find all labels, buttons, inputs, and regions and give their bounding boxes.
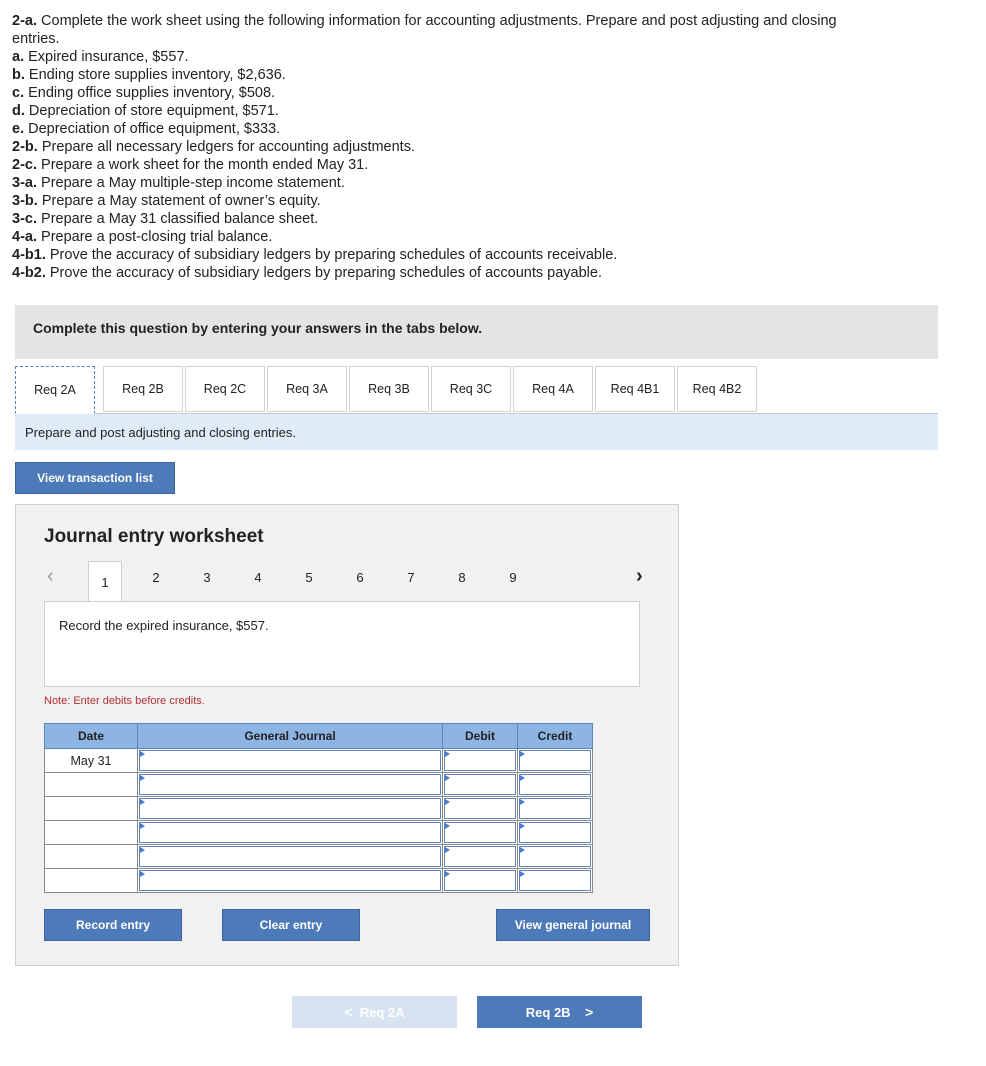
- entry-page-3[interactable]: 3: [203, 569, 211, 585]
- instruction-line: [12, 48, 952, 66]
- instruction-label: 2-c.: [12, 157, 37, 173]
- banner-text: Complete this question by entering your answers in the tabs below.: [33, 320, 483, 336]
- instruction-banner: [15, 305, 938, 359]
- debit-cell: [443, 749, 518, 773]
- tab-req-3b[interactable]: Req 3B: [349, 366, 429, 412]
- instruction-line: [12, 30, 952, 48]
- instruction-label: 4-b2.: [12, 265, 46, 281]
- account-input[interactable]: [139, 774, 441, 795]
- instruction-line: [12, 192, 952, 210]
- debit-input[interactable]: [444, 750, 516, 771]
- record-entry-button[interactable]: Record entry: [44, 909, 182, 941]
- instruction-line: [12, 102, 952, 120]
- journal-table: [44, 723, 593, 893]
- instruction-label: 2-b.: [12, 139, 38, 155]
- entry-page-8[interactable]: 8: [458, 569, 466, 585]
- entry-page-9[interactable]: 9: [509, 569, 517, 585]
- instruction-text: Prepare a work sheet for the month ended May 31.: [41, 157, 369, 173]
- view-transaction-list-button[interactable]: View transaction list: [15, 462, 175, 494]
- instruction-text: Prepare all necessary ledgers for accounting adjustments.: [41, 139, 415, 155]
- entry-pager: [16, 561, 680, 593]
- previous-requirement-label: Req 2A: [359, 1004, 405, 1020]
- entry-page-2[interactable]: 2: [152, 569, 160, 585]
- next-requirement-label: Req 2B: [525, 1004, 571, 1020]
- instruction-text: Prove the accuracy of subsidiary ledgers by preparing schedules of accounts receivable.: [49, 247, 618, 263]
- date-cell[interactable]: [45, 869, 138, 893]
- debit-cell: [443, 773, 518, 797]
- instruction-text: Prepare a May 31 classified balance sheet.: [41, 211, 319, 227]
- credit-input[interactable]: [519, 870, 591, 891]
- instruction-text: Ending store supplies inventory, $2,636.: [28, 67, 286, 83]
- requirement-description: [15, 414, 938, 450]
- instruction-text: Expired insurance, $557.: [28, 49, 189, 65]
- credit-input[interactable]: [519, 822, 591, 843]
- instruction-line: [12, 84, 952, 102]
- worksheet-title: Journal entry worksheet: [44, 526, 264, 547]
- account-cell: [138, 773, 443, 797]
- debit-cell: [443, 821, 518, 845]
- instruction-line: [12, 210, 952, 228]
- entry-page-5[interactable]: 5: [305, 569, 313, 585]
- account-cell: [138, 797, 443, 821]
- entry-description: Record the expired insurance, $557.: [59, 618, 269, 633]
- debit-input[interactable]: [444, 822, 516, 843]
- instruction-line: [12, 174, 952, 192]
- entry-description-box: [44, 601, 640, 687]
- account-cell: [138, 749, 443, 773]
- journal-row: [45, 869, 593, 893]
- instruction-line: [12, 12, 952, 30]
- instruction-label: 3-b.: [12, 193, 38, 209]
- debit-cell: [443, 869, 518, 893]
- instruction-line: [12, 246, 952, 264]
- credit-input[interactable]: [519, 846, 591, 867]
- tab-req-3c[interactable]: Req 3C: [431, 366, 511, 412]
- account-input[interactable]: [139, 750, 441, 771]
- tab-req-4b1[interactable]: Req 4B1: [595, 366, 675, 412]
- tab-req-3a[interactable]: Req 3A: [267, 366, 347, 412]
- credit-cell: [518, 869, 593, 893]
- instruction-label: e.: [12, 121, 25, 137]
- credit-input[interactable]: [519, 774, 591, 795]
- requirement-description-text: Prepare and post adjusting and closing entries.: [25, 425, 297, 440]
- instruction-text: Prepare a post-closing trial balance.: [41, 229, 273, 245]
- instruction-text: Depreciation of store equipment, $571.: [28, 103, 279, 119]
- debit-cell: [443, 845, 518, 869]
- date-cell[interactable]: [45, 797, 138, 821]
- debit-credit-note: Note: Enter debits before credits.: [44, 695, 205, 707]
- debit-cell: [443, 797, 518, 821]
- journal-row: [45, 773, 593, 797]
- journal-row: [45, 821, 593, 845]
- instruction-line: [12, 264, 952, 282]
- instruction-text: Prove the accuracy of subsidiary ledgers by preparing schedules of accounts payable.: [49, 265, 602, 281]
- next-requirement-button[interactable]: [477, 996, 642, 1028]
- tab-req-2a[interactable]: Req 2A: [15, 366, 95, 414]
- journal-row: [45, 749, 593, 773]
- instruction-text: Complete the work sheet using the following information for accounting adjustments. Prepare and post adjusting and closing: [41, 13, 837, 29]
- tab-req-2c[interactable]: Req 2C: [185, 366, 265, 412]
- credit-cell: [518, 821, 593, 845]
- credit-cell: [518, 773, 593, 797]
- entry-page-7[interactable]: 7: [407, 569, 415, 585]
- account-cell: [138, 869, 443, 893]
- journal-row: [45, 797, 593, 821]
- tab-req-2b[interactable]: Req 2B: [103, 366, 183, 412]
- account-input[interactable]: [139, 822, 441, 843]
- tab-req-4b2[interactable]: Req 4B2: [677, 366, 757, 412]
- instruction-label: 4-b1.: [12, 247, 46, 263]
- credit-input[interactable]: [519, 798, 591, 819]
- entry-page-4[interactable]: 4: [254, 569, 262, 585]
- instruction-label: b.: [12, 67, 25, 83]
- debit-input[interactable]: [444, 870, 516, 891]
- chevron-left-icon: <: [344, 1004, 353, 1020]
- instruction-line: [12, 138, 952, 156]
- instruction-line: [12, 156, 952, 174]
- debit-input[interactable]: [444, 846, 516, 867]
- tab-req-4a[interactable]: Req 4A: [513, 366, 593, 412]
- account-input[interactable]: [139, 846, 441, 867]
- date-cell[interactable]: [45, 821, 138, 845]
- date-cell[interactable]: [45, 773, 138, 797]
- account-input[interactable]: [139, 870, 441, 891]
- instruction-text: Prepare a May statement of owner’s equity.: [41, 193, 321, 209]
- instruction-label: d.: [12, 103, 25, 119]
- credit-cell: [518, 797, 593, 821]
- account-input[interactable]: [139, 798, 441, 819]
- instruction-label: 4-a.: [12, 229, 37, 245]
- account-cell: [138, 845, 443, 869]
- instruction-label: 2-a.: [12, 13, 37, 29]
- requirement-tabs: [15, 366, 938, 414]
- date-column-header: Date: [45, 724, 138, 749]
- instruction-text: Prepare a May multiple-step income statement.: [41, 175, 345, 191]
- date-cell[interactable]: [45, 845, 138, 869]
- instruction-label: 3-a.: [12, 175, 37, 191]
- entry-page-6[interactable]: 6: [356, 569, 364, 585]
- instruction-label: 3-c.: [12, 211, 37, 227]
- credit-column-header: Credit: [518, 724, 593, 749]
- clear-entry-button[interactable]: Clear entry: [222, 909, 360, 941]
- chevron-left-icon[interactable]: ‹: [47, 565, 54, 587]
- instruction-line: [12, 66, 952, 84]
- debit-input[interactable]: [444, 798, 516, 819]
- instruction-text: Ending office supplies inventory, $508.: [28, 85, 276, 101]
- credit-cell: [518, 749, 593, 773]
- debit-column-header: Debit: [443, 724, 518, 749]
- instruction-text: entries.: [12, 31, 60, 47]
- journal-entry-worksheet: [15, 504, 679, 966]
- chevron-right-icon: >: [585, 1004, 594, 1020]
- credit-input[interactable]: [519, 750, 591, 771]
- instruction-text: Depreciation of office equipment, $333.: [28, 121, 281, 137]
- instruction-label: c.: [12, 85, 25, 101]
- journal-row: [45, 845, 593, 869]
- instructions: [12, 12, 952, 282]
- instruction-line: [12, 228, 952, 246]
- instruction-label: a.: [12, 49, 25, 65]
- instruction-line: [12, 120, 952, 138]
- credit-cell: [518, 845, 593, 869]
- date-cell: May 31: [45, 749, 138, 773]
- account-cell: [138, 821, 443, 845]
- entry-page-1[interactable]: 1: [88, 561, 122, 602]
- general-journal-column-header: General Journal: [138, 724, 443, 749]
- chevron-right-icon[interactable]: ›: [636, 565, 643, 587]
- previous-requirement-button: [292, 996, 457, 1028]
- view-general-journal-button[interactable]: View general journal: [496, 909, 650, 941]
- debit-input[interactable]: [444, 774, 516, 795]
